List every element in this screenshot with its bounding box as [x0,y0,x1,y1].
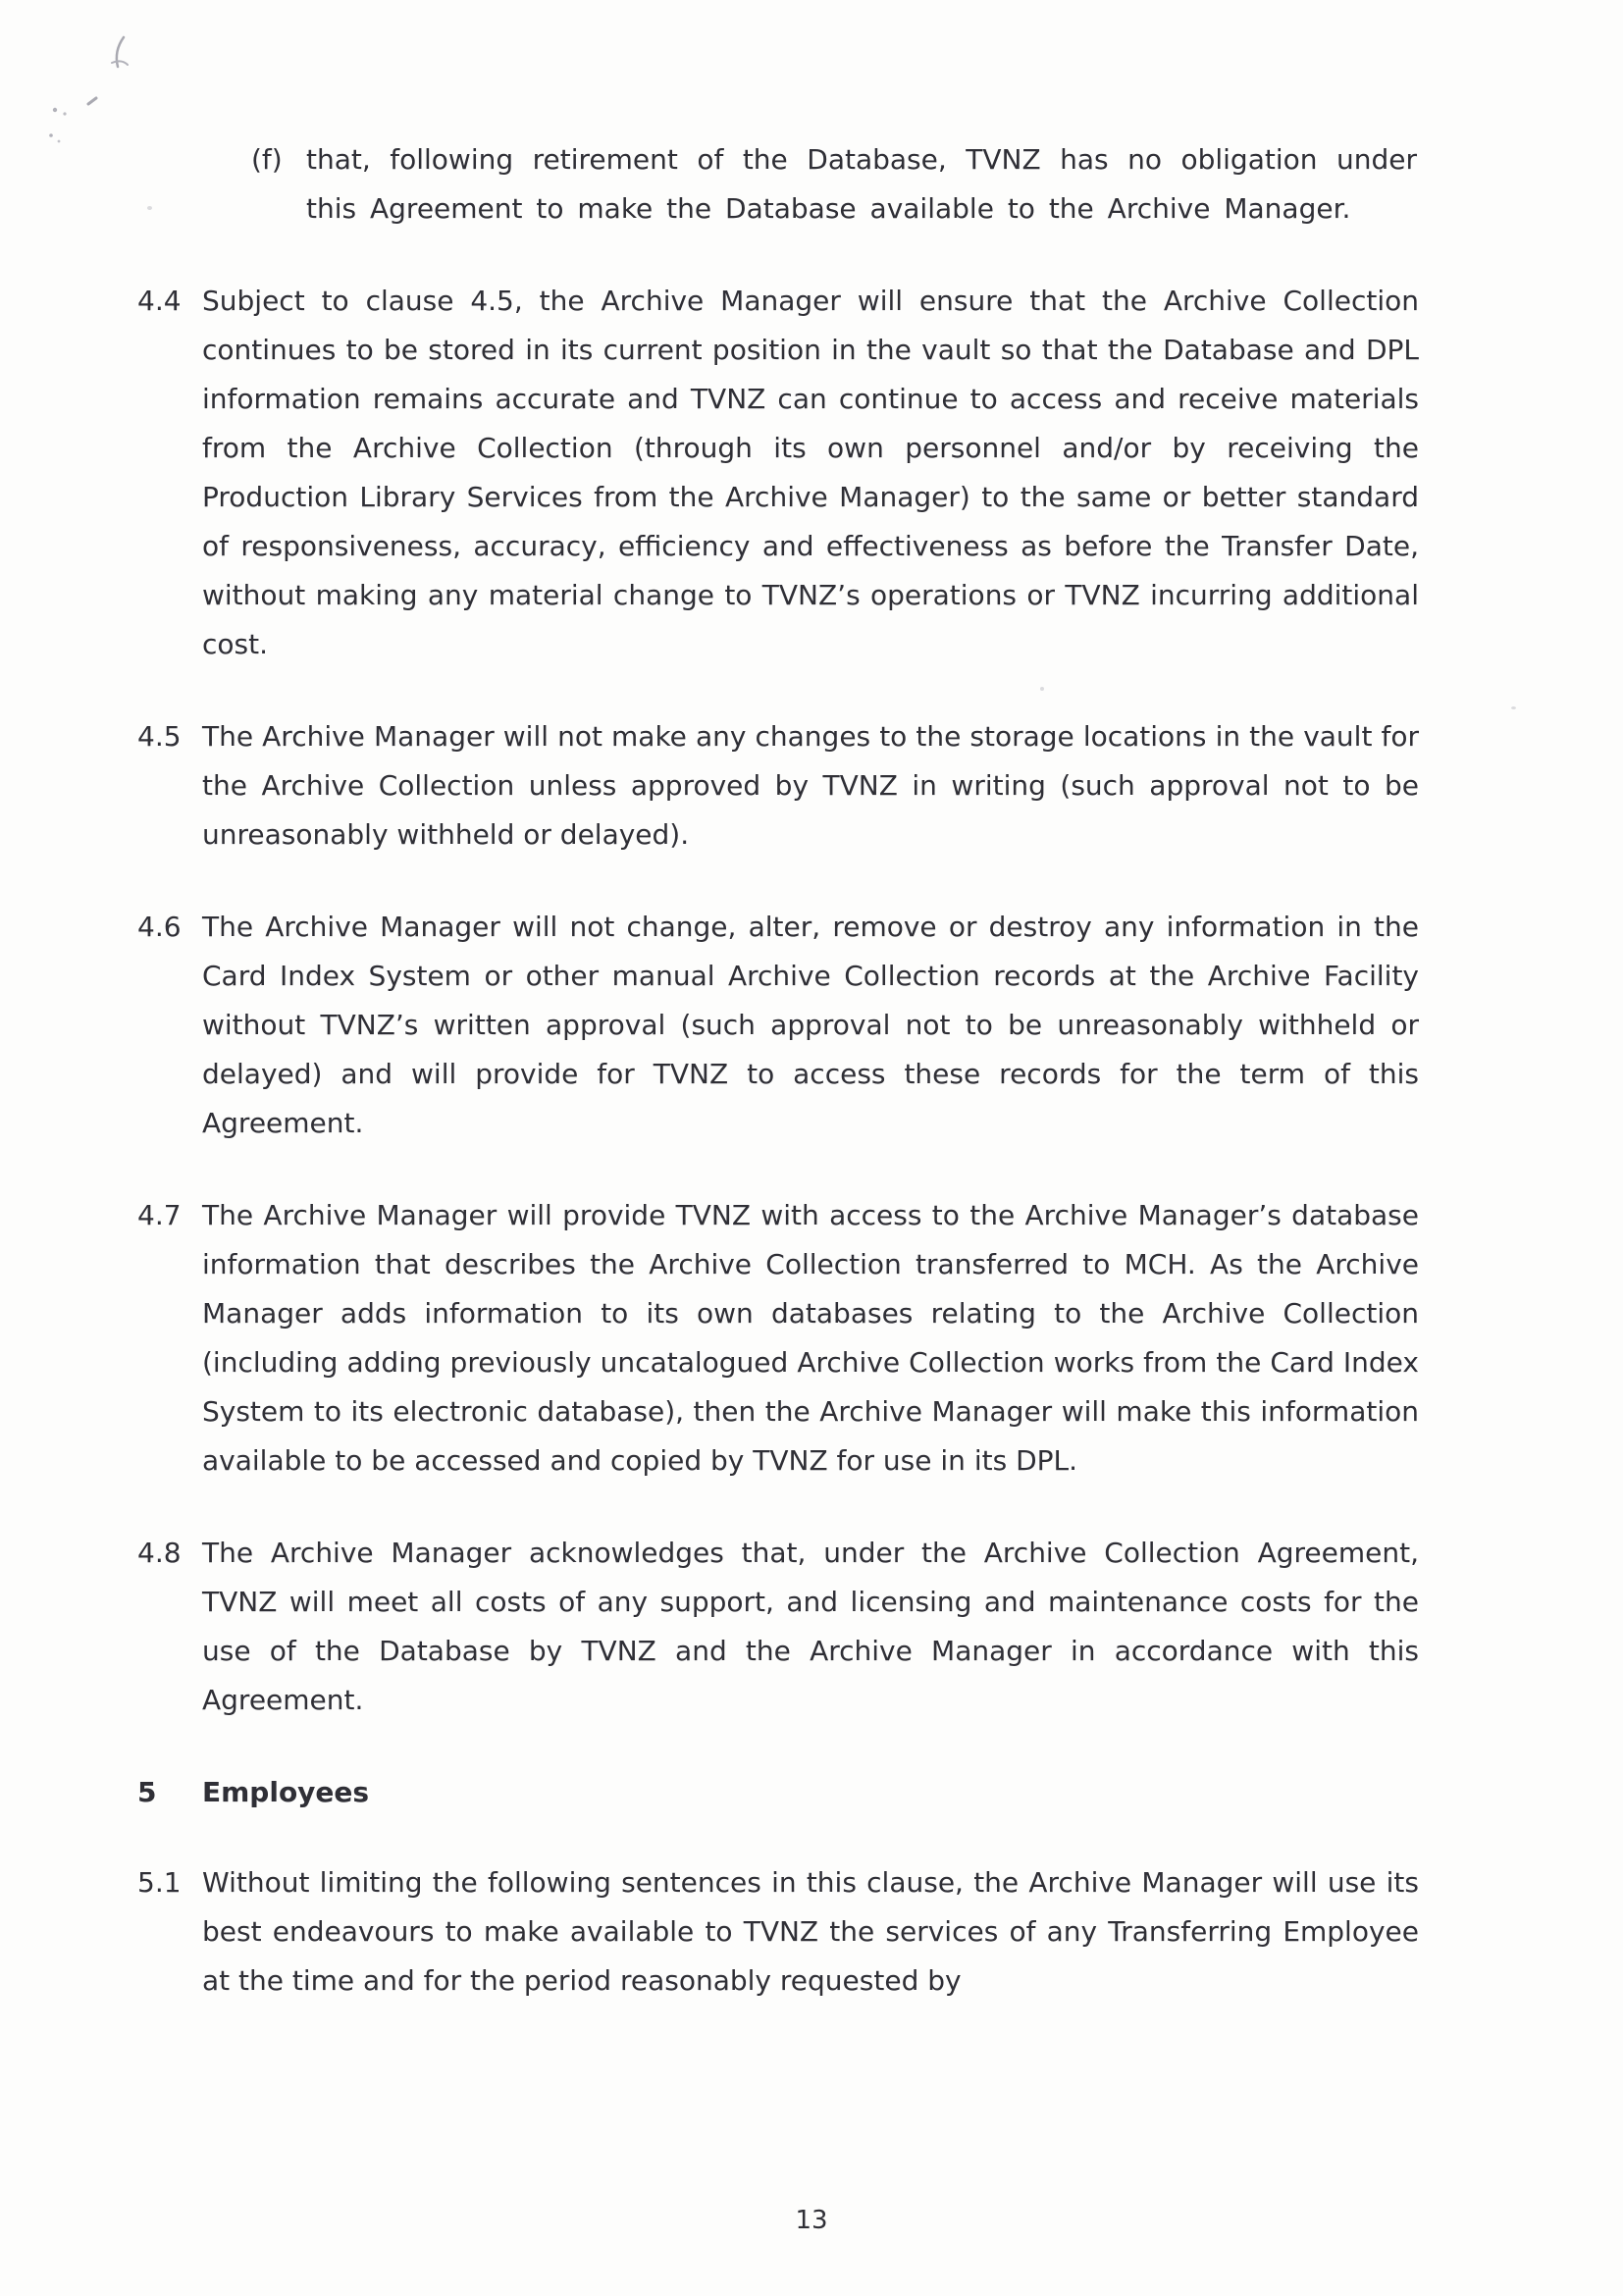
clause-4-7 [0,1191,1623,1486]
clause-4-6 [0,903,1623,1148]
subclause-f [0,135,1623,234]
clause-4-6-label: 4.6 [137,911,182,943]
section-5-heading [0,1768,1623,1817]
section-5-title: Employees [202,1776,370,1808]
subclause-f-text: that, following retirement of the Database, TVNZ has no obligation under this Agreement to make the Database available to the Archive Manager. [306,143,1417,225]
clause-4-8-text: The Archive Manager acknowledges that, under the Archive Collection Agreement, TVNZ will meet all costs of any support, and licensing and maintenance costs for the use of the Database by TVNZ and the Archive Manager in accordance with this Agreement. [202,1537,1419,1716]
clause-4-4-label: 4.4 [137,285,182,317]
page-number: 13 [795,2206,828,2235]
clause-5-1-text: Without limiting the following sentences in this clause, the Archive Manager will use its best endeavours to make available to TVNZ the services of any Transferring Employee at the time and for the period reasonably requested by [202,1866,1419,1997]
clause-4-7-label: 4.7 [137,1199,182,1231]
section-5-number: 5 [137,1776,157,1808]
clause-4-5-text: The Archive Manager will not make any changes to the storage locations in the vault for the Archive Collection unless approved by TVNZ in writing (such approval not to be unreasonably withheld or delayed). [202,720,1419,851]
clause-5-1 [0,1858,1623,2006]
clause-4-6-text: The Archive Manager will not change, alter, remove or destroy any information in the Card Index System or other manual Archive Collection records at the Archive Facility without TVNZ’s written approval (such approval not to be unreasonably withheld or delayed) and will provide for TVNZ to access these records for the term of this Agreement. [202,911,1419,1139]
clause-4-4 [0,277,1623,669]
clause-4-5 [0,712,1623,860]
clause-5-1-label: 5.1 [137,1866,182,1899]
clause-4-8-label: 4.8 [137,1537,182,1569]
page-content [0,135,1623,2049]
subclause-f-label: (f) [251,143,283,176]
clause-4-8 [0,1529,1623,1725]
clause-4-5-label: 4.5 [137,720,182,753]
clause-4-4-text: Subject to clause 4.5, the Archive Manager will ensure that the Archive Collection continues to be stored in its current position in the vault so that the Database and DPL information remains accurate and TVNZ can continue to access and receive materials from the Archive Collection (through its own personnel and/or by receiving the Production Library Services from the Archive Manager) to the same or better standard of responsiveness, accuracy, efficiency and effectiveness as before the Transfer Date, without making any material change to TVNZ’s operations or TVNZ incurring additional cost. [202,285,1419,660]
clause-4-7-text: The Archive Manager will provide TVNZ with access to the Archive Manager’s database information that describes the Archive Collection transferred to MCH. As the Archive Manager adds information to its own databases relating to the Archive Collection (including adding previously uncatalogued Archive Collection works from the Card Index System to its electronic database), then the Archive Manager will make this information available to be accessed and copied by TVNZ for use in its DPL. [202,1199,1419,1477]
